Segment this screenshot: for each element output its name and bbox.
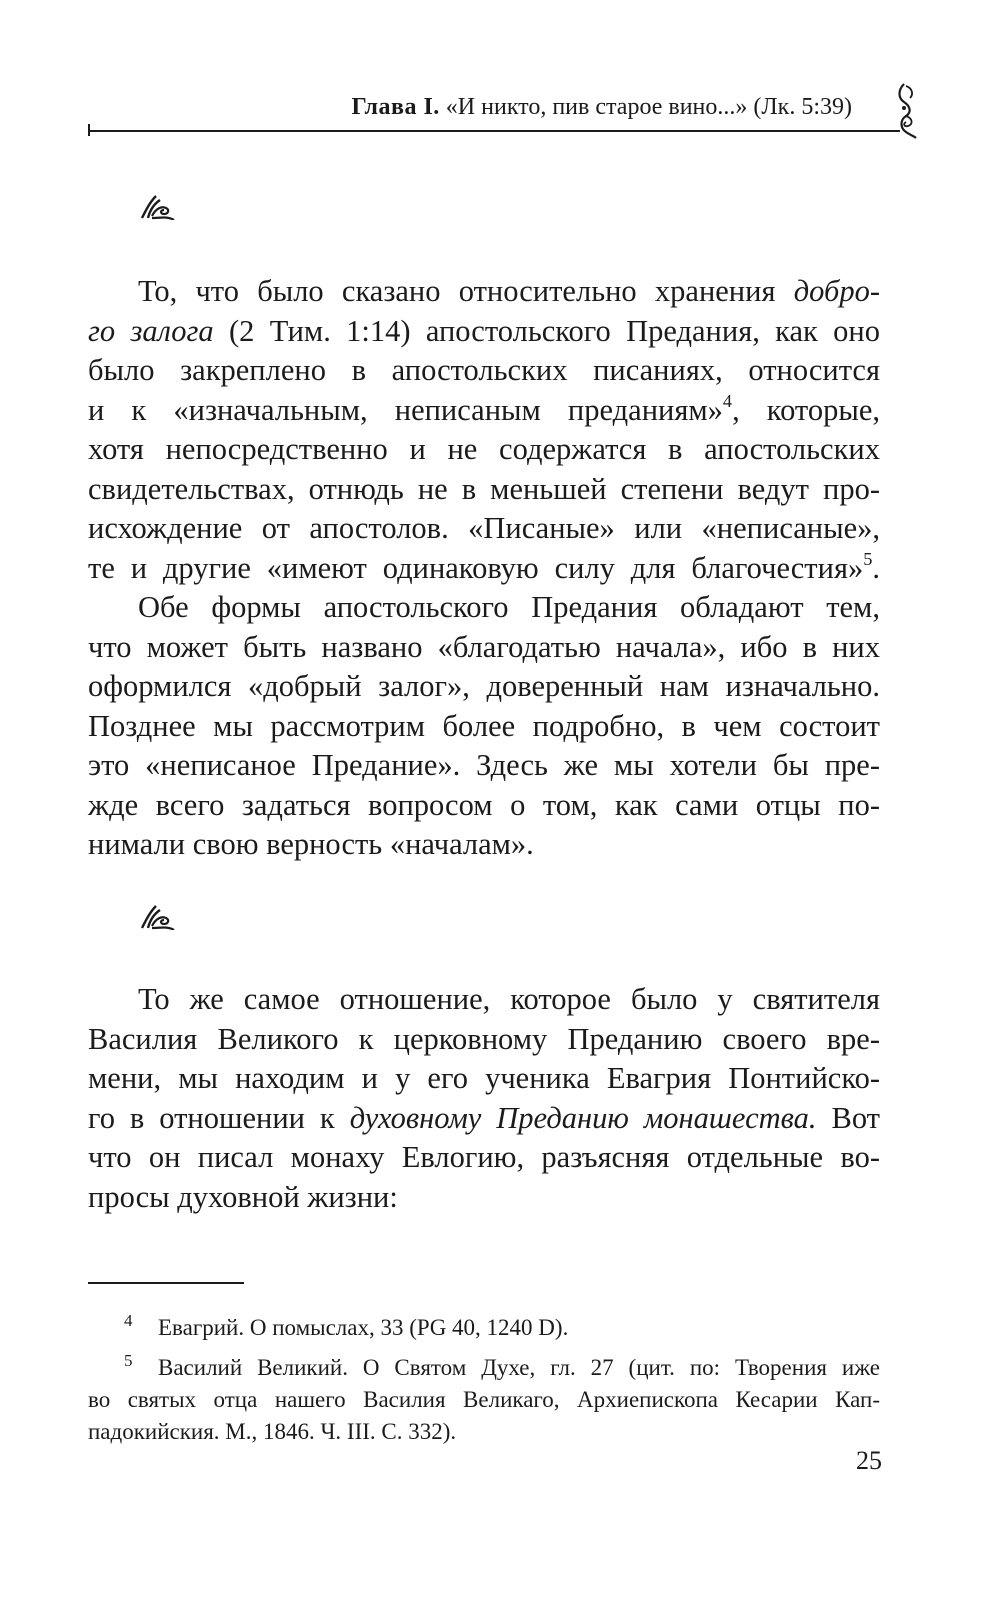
footnote-text: Евагрий. О помыслах, 33 (PG 40, 1240 D). (158, 1315, 569, 1340)
text-line: мени, мы находим и у его ученика Евагрия Понтийско- (88, 1061, 880, 1095)
footnote-text: Василий Великий. О Святом Духе, гл. 27 (цит. по: Творения иже (158, 1355, 880, 1380)
text-line: Обе формы апостольского Предания обладают тем, (138, 590, 880, 624)
floral-ornament-icon (894, 80, 920, 142)
text-line: Василия Великого к церковному Преданию своего вре- (88, 1021, 880, 1056)
header-title (351, 94, 852, 121)
text-line: Позднее мы рассмотрим более подробно, в чем состоит (88, 708, 880, 743)
footnote-separator (88, 1282, 244, 1284)
text-run: го в отношении к (88, 1100, 350, 1135)
quill-fleuron-icon (140, 194, 176, 220)
running-header (88, 80, 918, 140)
text-run: те и другие «имеют одинаковую силу для благочестия» (88, 550, 864, 585)
text-line: То же самое отношение, которое было у святителя (138, 982, 880, 1016)
footnote-line: во святых отца нашего Василия Великаго, Архиепископа Кесарии Кап- (88, 1387, 880, 1412)
italic-text: духовному Преданию монашества. (349, 1100, 817, 1135)
italic-text: добро- (793, 274, 880, 308)
text-line (88, 1099, 880, 1139)
text-run: и к «изначальным, неписаным преданиям» (88, 392, 723, 427)
text-line: оформился «добрый залог», доверенный нам изначально. (88, 669, 880, 703)
footnote-4 (88, 1312, 880, 1344)
paragraph-1 (88, 272, 880, 588)
quill-fleuron-icon (140, 904, 176, 930)
text-line: это «неписаное Предание». Здесь же мы хотели бы пре- (88, 748, 880, 782)
header-rule (88, 130, 900, 132)
text-run: Вот (816, 1100, 880, 1135)
page-number: 25 (856, 1446, 882, 1475)
footnote-line: падокийския. М., 1846. Ч. III. С. 332). (88, 1419, 457, 1444)
text-line: хотя непосредственно и не содержатся в апостольских (88, 432, 880, 466)
chapter-label: Глава I. (351, 94, 440, 120)
chapter-title: «И никто, пив старое вино...» (Лк. 5:39) (445, 94, 852, 120)
italic-text: го залога (88, 313, 214, 348)
text-line: что он писал монаху Евлогию, разъясняя отдельные во- (88, 1140, 880, 1174)
text-line: нимали свою верность «началам». (88, 827, 534, 861)
text-line: было закреплено в апостольских писаниях, относится (88, 353, 880, 387)
text-line (88, 391, 880, 431)
text-run: , которые, (732, 392, 880, 427)
text-run: (2 Тим. 1:14) апостольского Предания, как оно (213, 313, 881, 348)
text-line (88, 549, 880, 589)
footnote-line: 4 Евагрий. О помыслах, 33 (PG 40, 1240 D). (124, 1311, 569, 1340)
paragraph-2 (88, 588, 880, 865)
text-line: свидетельствах, отнюдь не в меньшей степени ведут про- (88, 471, 880, 506)
footnote-5 (88, 1352, 880, 1448)
text-line (88, 272, 880, 312)
text-run: . (872, 550, 880, 585)
text-line: жде всего задаться вопросом о том, как сами отцы по- (88, 787, 880, 822)
text-line: что может быть названо «благодатью начала», ибо в них (88, 629, 880, 664)
footnote-ref[interactable]: 4 (722, 390, 733, 411)
text-line: исхождение от апостолов. «Писаные» или «неписаные», (88, 511, 880, 545)
text-run: То, что было сказано относительно хранения (138, 274, 794, 308)
paragraph-3 (88, 980, 880, 1217)
text-line (88, 312, 880, 352)
footnote-line: 5 Василий Великий. О Святом Духе, гл. 27 (цит. по: Творения иже (124, 1351, 880, 1380)
text-line: просы духовной жизни: (88, 1179, 398, 1214)
footnote-ref[interactable]: 5 (863, 548, 873, 569)
